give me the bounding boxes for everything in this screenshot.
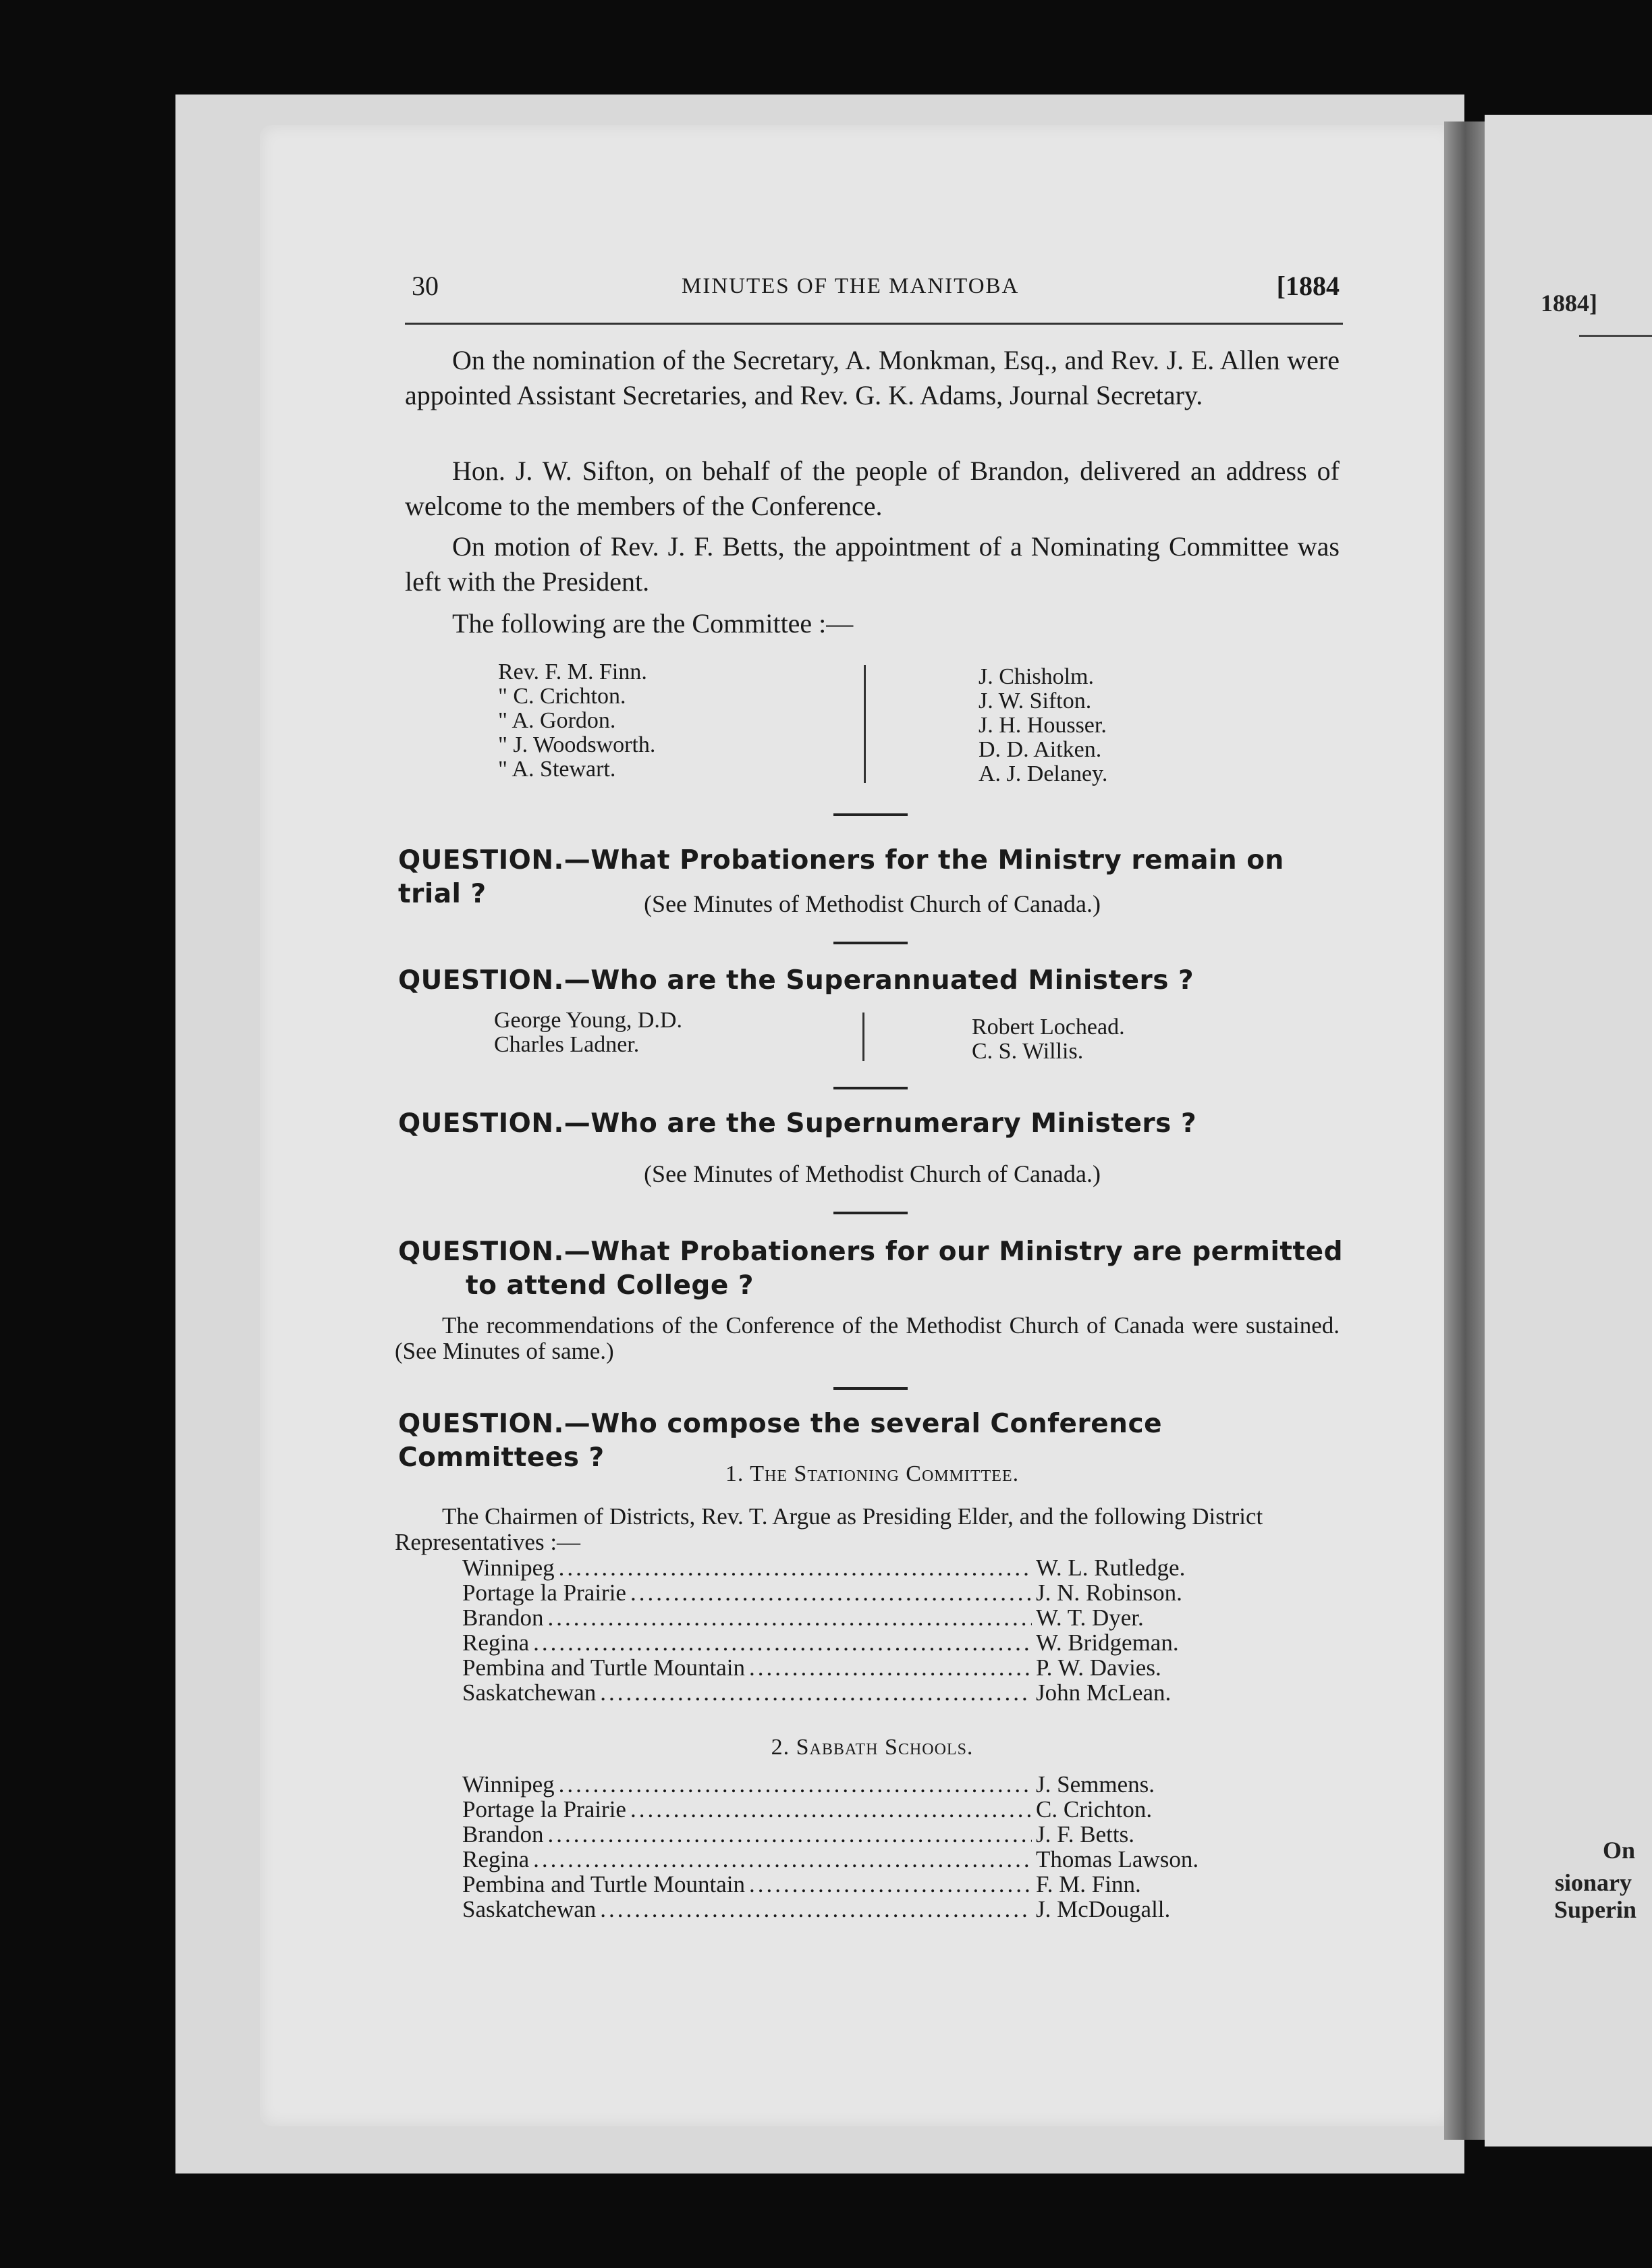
list-item (462, 1605, 1238, 1630)
minister-name: Robert Lochead. (972, 1015, 1125, 1040)
committee-member: J. H. Housser. (979, 713, 1107, 738)
committee-member: " A. Gordon. (498, 708, 616, 733)
committee-member: D. D. Aitken. (979, 737, 1102, 762)
paragraph-welcome: Hon. J. W. Sifton, on behalf of the people of Brandon, delivered an address of welcome to the members of the Conference. (405, 456, 1340, 521)
column-divider (864, 665, 866, 783)
column-divider (862, 1013, 864, 1061)
facing-page-line: On (1603, 1837, 1636, 1864)
running-header (405, 270, 1340, 304)
list-item (462, 1630, 1238, 1655)
section-rule (833, 1212, 908, 1214)
representative-name: F. M. Finn. (1036, 1871, 1141, 1897)
stationing-intro: The Chairmen of Districts, Rev. T. Argue as Presiding Elder, and the following District Representatives :— (395, 1503, 1263, 1555)
committee-member: A. J. Delaney. (979, 761, 1108, 786)
facing-page-header: 1884] (1541, 290, 1597, 317)
committee-member: J. Chisholm. (979, 664, 1094, 689)
book-spine (1444, 122, 1486, 2140)
list-item (462, 1680, 1238, 1705)
question-probationers-trial: QUESTION.—What Probationers for the Ministry remain on trial ? (398, 845, 1284, 909)
list-item (462, 1797, 1238, 1822)
question-superannuated: QUESTION.—Who are the Superannuated Ministers ? (398, 965, 1194, 996)
representative-name: J. F. Betts. (1036, 1821, 1134, 1847)
list-item (462, 1655, 1238, 1680)
committee-member: Rev. F. M. Finn. (498, 659, 647, 684)
list-item (462, 1580, 1238, 1605)
stationing-list (462, 1555, 1238, 1705)
paragraph-committee-intro: The following are the Committee :— (452, 608, 854, 639)
stationing-committee-title: 1. The Stationing Committee. (725, 1461, 1020, 1486)
list-item (462, 1872, 1238, 1897)
district-name: Regina (462, 1846, 530, 1872)
minister-name: C. S. Willis. (972, 1039, 1084, 1064)
question-note: The recommendations of the Conference of the Methodist Church of Canada were sustained. (See Minutes of same.) (395, 1312, 1340, 1364)
paragraph-nomination: On the nomination of the Secretary, A. Monkman, Esq., and Rev. J. E. Allen were appointed Assistant Secretaries, and Rev. G. K. Adams, Journal Secretary. (405, 345, 1340, 410)
representative-name: J. McDougall. (1036, 1896, 1171, 1922)
committee-member: " C. Crichton. (498, 684, 626, 709)
page-number: 30 (412, 271, 439, 301)
question-note: (See Minutes of Methodist Church of Canada.) (644, 890, 1101, 917)
list-item (462, 1897, 1238, 1922)
section-rule (833, 813, 908, 816)
representative-name: J. Semmens. (1036, 1771, 1155, 1798)
district-name: Portage la Prairie (462, 1796, 626, 1823)
committee-right-column (979, 665, 1107, 786)
representative-name: C. Crichton. (1036, 1796, 1153, 1823)
superannuated-left-column (494, 1008, 682, 1057)
sabbath-schools-title: 2. Sabbath Schools. (771, 1735, 974, 1760)
district-name: Pembina and Turtle Mountain (462, 1871, 746, 1897)
district-name: Winnipeg (462, 1771, 555, 1798)
section-rule (833, 1087, 908, 1089)
list-item (462, 1847, 1238, 1872)
district-name: Brandon (462, 1821, 544, 1847)
minister-name: George Young, D.D. (494, 1008, 682, 1033)
question-college: QUESTION.—What Probationers for our Ministry are permitted to attend College ? (398, 1237, 1343, 1301)
representative-name: Thomas Lawson. (1036, 1846, 1199, 1872)
section-rule (833, 942, 908, 944)
question-conference-committees: QUESTION.—Who compose the several Conference Committees ? (398, 1409, 1163, 1473)
list-item (462, 1555, 1238, 1580)
header-year: [1884 (1276, 271, 1340, 301)
committee-member: J. W. Sifton. (979, 688, 1092, 713)
district-name: Regina (462, 1629, 530, 1656)
representative-name: P. W. Davies. (1036, 1654, 1161, 1681)
district-name: Brandon (462, 1604, 544, 1631)
representative-name: John McLean. (1036, 1679, 1172, 1706)
district-name: Winnipeg (462, 1555, 555, 1581)
district-name: Saskatchewan (462, 1679, 597, 1706)
paragraph-motion: On motion of Rev. J. F. Betts, the appointment of a Nominating Committee was left with the President. (405, 531, 1340, 597)
representative-name: W. T. Dyer. (1036, 1604, 1144, 1631)
facing-page-line: sionary (1555, 1869, 1632, 1896)
representative-name: W. L. Rutledge. (1036, 1555, 1186, 1581)
minister-name: Charles Ladner. (494, 1032, 640, 1057)
committee-left-column (498, 660, 655, 782)
district-name: Pembina and Turtle Mountain (462, 1654, 746, 1681)
question-supernumerary: QUESTION.—Who are the Supernumerary Ministers ? (398, 1108, 1197, 1139)
district-name: Portage la Prairie (462, 1580, 626, 1606)
list-item (462, 1772, 1238, 1797)
committee-member: " A. Stewart. (498, 757, 616, 782)
representative-name: J. N. Robinson. (1036, 1580, 1182, 1606)
section-rule (833, 1387, 908, 1390)
superannuated-right-column (972, 1015, 1125, 1064)
sabbath-list (462, 1772, 1238, 1922)
facing-page-rule (1579, 335, 1652, 337)
district-name: Saskatchewan (462, 1896, 597, 1922)
list-item (462, 1822, 1238, 1847)
page-title: MINUTES OF THE MANITOBA (682, 274, 1020, 298)
committee-member: " J. Woodsworth. (498, 732, 656, 757)
representative-name: W. Bridgeman. (1036, 1629, 1179, 1656)
facing-page-line: Superin (1554, 1896, 1637, 1923)
header-rule (405, 323, 1343, 325)
question-note: (See Minutes of Methodist Church of Canada.) (644, 1160, 1101, 1187)
